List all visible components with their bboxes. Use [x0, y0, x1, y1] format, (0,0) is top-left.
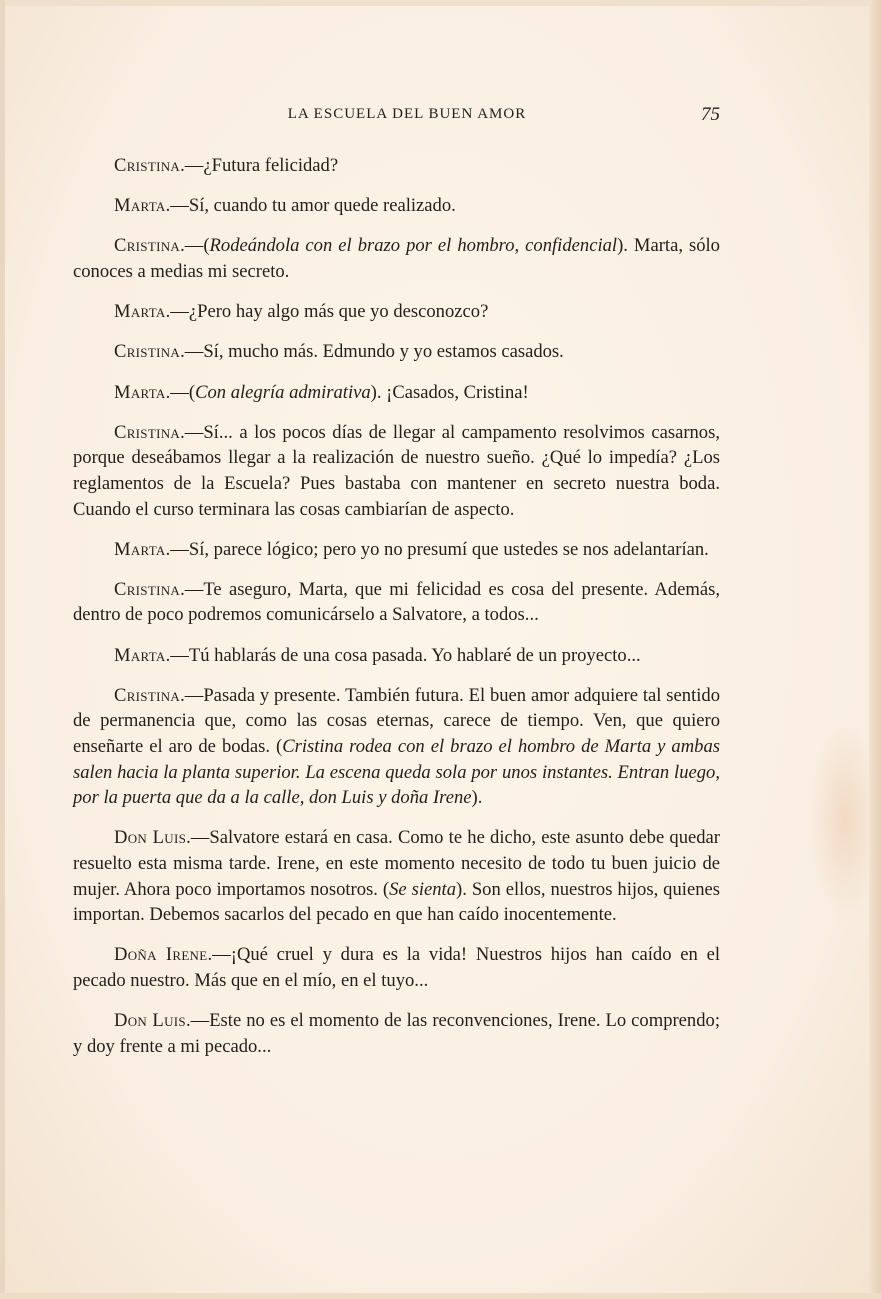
speaker-name: Doña Irene [114, 944, 208, 966]
speaker-name: Marta [114, 381, 166, 403]
dialogue-line: —¿Futura felicidad? [184, 155, 339, 176]
speaker-name: Cristina [114, 235, 181, 257]
dialogue-line: —Sí, mucho más. Edmundo y yo estamos casados. [184, 341, 564, 363]
speaker-name: Cristina [114, 421, 181, 443]
dialogue-paragraph: Marta.—¿Pero hay algo más que yo desconozco? [114, 301, 489, 323]
speaker-name: Don Luis [114, 827, 187, 849]
dialogue-paragraph: Marta.—Sí, parece lógico; pero yo no presumí que ustedes se nos adelantarían. [114, 538, 709, 560]
dialogue-paragraph: Doña Irene.—¡Qué cruel y dura es la vida! Nuestros hijos han caído en el pecado nuestro. Más que en el mío, en el tuyo... [73, 944, 721, 991]
dialogue-paragraph: Cristina.—Te aseguro, Marta, que mi felicidad es cosa del presente. Además, dentro de poco podremos comunicárselo a Salvatore, a todos... [73, 578, 720, 626]
dialogue-line: —( [184, 235, 210, 257]
speaker-name: Marta [114, 644, 166, 666]
stage-direction: Se sienta [389, 878, 457, 900]
dialogue-paragraph: Marta.—(Con alegría admirativa). ¡Casados, Cristina! [114, 381, 529, 403]
running-title: LA ESCUELA DEL BUEN AMOR [287, 106, 527, 122]
speaker-name: Cristina [114, 155, 181, 176]
dialogue-line: ). Marta, sólo conoces a medias mi secreto. [73, 235, 720, 282]
speaker-name: Marta [114, 538, 166, 560]
dialogue-line: —¿Pero hay algo más que yo desconozco? [170, 301, 489, 323]
dialogue-paragraph: Cristina.—Sí, mucho más. Edmundo y yo estamos casados. [114, 341, 564, 363]
speaker-name: Cristina [114, 578, 181, 600]
dialogue-line: —¡Qué cruel y dura es la vida! Nuestros hijos han caído en el pecado nuestro. Más que en el mío, en el tuyo... [73, 944, 721, 991]
speaker-name: Don Luis [114, 1010, 186, 1032]
paper-stain [809, 720, 869, 920]
page-number: 75 [701, 104, 720, 125]
dialogue-line: —Este no es el momento de las reconvenciones, Irene. Lo comprendo; y doy frente a mi pecado... [73, 1010, 720, 1057]
dialogue-line: —Te aseguro, Marta, que mi felicidad es cosa del presente. Además, dentro de poco podremos comunicárselo a Salvatore, a todos... [73, 578, 720, 626]
page-edge-top [0, 0, 881, 6]
speaker-name: Marta [114, 195, 166, 217]
dialogue-line: ). ¡Casados, Cristina! [370, 381, 529, 403]
dialogue-paragraph: Cristina.—¿Futura felicidad? [114, 155, 339, 176]
speaker-name: Cristina [114, 341, 181, 363]
dialogue-line: ). [471, 787, 483, 809]
page-edge-right [869, 0, 881, 1299]
dialogue-line: —Pasada y presente. También futura. El buen amor adquiere tal sentido de permanencia que, como las cosas eternas, carece de tiempo. Ven, que quiero enseñarte el aro de bodas. ( [73, 684, 720, 758]
dialogue-line: —Sí... a los pocos días de llegar al campamento resolvimos casarnos, porque deseábamos llegar a la realización de nuestro sueño. ¿Qué lo impedía? ¿Los reglamentos de la Escuela? Pues bastaba con mantener en secreto nuestra boda. Cuando el curso terminara las cosas cambiarían de aspecto. [73, 421, 720, 520]
dialogue-text [73, 153, 720, 1074]
dialogue-paragraph: Don Luis.—Salvatore estará en casa. Como te he dicho, este asunto debe quedar resuelto esta misma tarde. Irene, en este momento necesito de todo tu buen juicio de mujer. Ahora poco importamos nosotros. (Se sienta). Son ellos, nuestros hijos, quienes importan. Debemos sacarlos del pecado en que han caído inocentemente. [73, 827, 720, 926]
dialogue-line: —Salvatore estará en casa. Como te he dicho, este asunto debe quedar resuelto esta misma tarde. Irene, en este momento necesito de todo tu buen juicio de mujer. Ahora poco importamos nosotros. ( [73, 827, 720, 900]
dialogue-line: ). Son ellos, nuestros hijos, quienes importan. Debemos sacarlos del pecado en que han caído inocentemente. [73, 878, 720, 926]
dialogue-line: —Tú hablarás de una cosa pasada. Yo hablaré de un proyecto... [170, 644, 641, 666]
speaker-name: Marta [114, 301, 166, 323]
dialogue-paragraph: Cristina.—Pasada y presente. También futura. El buen amor adquiere tal sentido de permanencia que, como las cosas eternas, carece de tiempo. Ven, que quiero enseñarte el aro de bodas. (Cristina rodea con el brazo el hombro de Marta y ambas salen hacia la planta superior. La escena queda sola por unos instantes. Entran luego, por la puerta que da a la calle, don Luis y doña Irene). [73, 684, 720, 809]
stage-direction: Con alegría admirativa [195, 381, 371, 403]
dialogue-paragraph: Marta.—Tú hablarás de una cosa pasada. Yo hablaré de un proyecto... [114, 644, 641, 666]
running-header [72, 104, 720, 128]
page-edge-bottom [0, 1293, 881, 1299]
stage-direction: Rodeándola con el brazo por el hombro, confidencial [209, 235, 618, 257]
stage-direction: Cristina rodea con el brazo el hombro de Marta y ambas salen hacia la planta superior. La escena queda sola por unos instantes. Entran luego, por la puerta que da a la calle, don Luis y doña Irene [73, 736, 720, 809]
dialogue-paragraph: Cristina.—Sí... a los pocos días de llegar al campamento resolvimos casarnos, porque deseábamos llegar a la realización de nuestro sueño. ¿Qué lo impedía? ¿Los reglamentos de la Escuela? Pues bastaba con mantener en secreto nuestra boda. Cuando el curso terminara las cosas cambiarían de aspecto. [73, 421, 720, 520]
dialogue-paragraph: Marta.—Sí, cuando tu amor quede realizado. [114, 195, 456, 217]
dialogue-paragraph: Don Luis.—Este no es el momento de las reconvenciones, Irene. Lo comprendo; y doy frente a mi pecado... [73, 1010, 720, 1057]
speaker-name: Cristina [114, 684, 181, 706]
dialogue-line: —Sí, parece lógico; pero yo no presumí que ustedes se nos adelantarían. [170, 538, 709, 560]
dialogue-paragraph: Cristina.—(Rodeándola con el brazo por el hombro, confidencial). Marta, sólo conoces a medias mi secreto. [73, 235, 720, 282]
page-edge-left [0, 0, 5, 1299]
dialogue-line: —( [170, 381, 196, 403]
dialogue-line: —Sí, cuando tu amor quede realizado. [170, 195, 456, 217]
